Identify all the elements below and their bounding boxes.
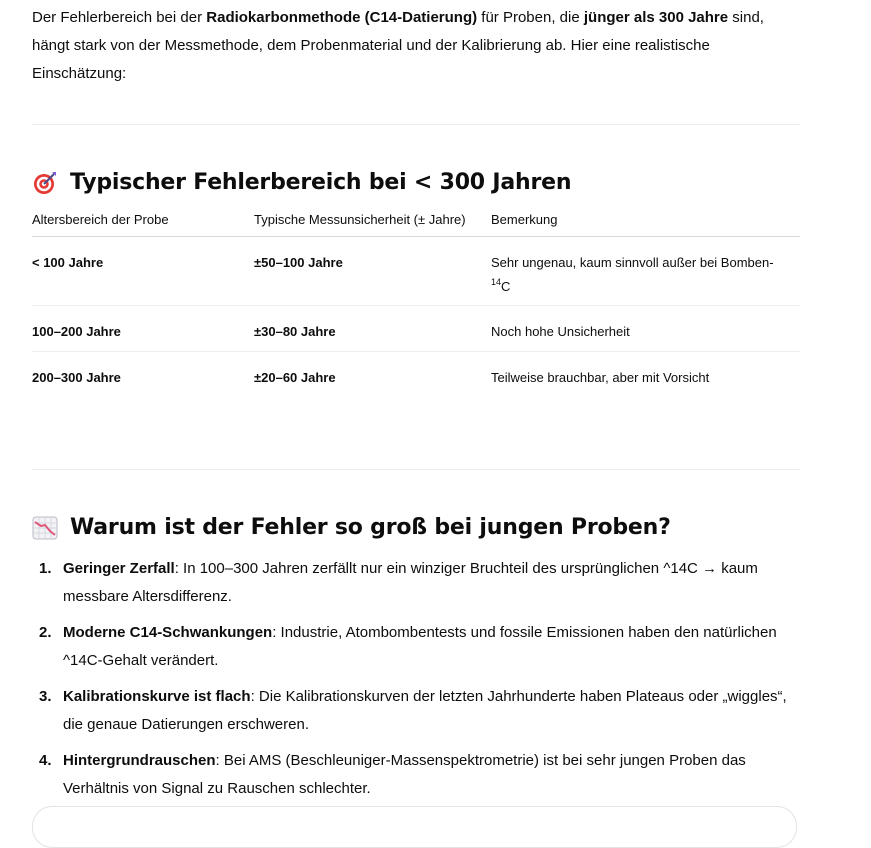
column-header: Altersbereich der Probe — [32, 212, 254, 237]
divider — [32, 124, 800, 125]
table-row: 100–200 Jahre ±30–80 Jahre Noch hohe Unsicherheit — [32, 306, 800, 352]
intro-bold-age: jünger als 300 Jahre — [583, 9, 729, 26]
divider — [32, 469, 800, 470]
note-cell: Sehr ungenau, kaum sinnvoll außer bei Bomben-$^{14}$C — [491, 237, 800, 306]
list-item: 4. Hintergrundrauschen: Bei AMS (Beschleuniger-Massenspektrometrie) ist bei sehr jungen Proben das Verhältnis von Signal zu Rauschen schlechter. — [39, 752, 746, 797]
reasons-list — [32, 555, 800, 811]
column-header: Bemerkung — [491, 212, 800, 237]
message-composer[interactable] — [32, 806, 797, 848]
list-item: 3. Kalibrationskurve ist flach: Die Kalibrationskurven der letzten Jahrhunderte haben Plateaus oder „wiggles“, die genaue Datierungen erschweren. — [39, 688, 787, 733]
list-item: 2. Moderne C14-Schwankungen: Industrie, Atombombentests und fossile Emissionen haben den natürlichen ^14C-Gehalt verändert. — [39, 624, 777, 669]
section-heading-why: Warum ist der Fehler so groß bei jungen Proben? — [32, 513, 671, 543]
target-icon — [32, 170, 58, 196]
table-row: 200–300 Jahre ±20–60 Jahre Teilweise brauchbar, aber mit Vorsicht — [32, 370, 710, 385]
table-row: < 100 Jahre ±50–100 Jahre Sehr ungenau, kaum sinnvoll außer bei Bomben-$^{14}$C — [32, 237, 800, 306]
intro-bold-method: Radiokarbonmethode (C14-Datierung) — [206, 9, 478, 26]
chart-decreasing-icon — [32, 515, 58, 541]
section-heading-error-range: Typischer Fehlerbereich bei < 300 Jahren — [32, 168, 571, 198]
intro-paragraph: Der Fehlerbereich bei der Radiokarbonmethode (C14-Datierung) für Proben, die jünger als 300 Jahre sind, hängt stark von der Messmethode, dem Probenmaterial und der Kalibrierung ab. Hier eine realistische Einschätzung: — [32, 9, 764, 82]
list-item: 1. Geringer Zerfall: In 100–300 Jahren zerfällt nur ein winziger Bruchteil des ursprünglichen ^14C → kaum messbare Altersdifferenz. — [39, 560, 758, 605]
error-range-table — [32, 212, 800, 397]
column-header: Typische Messunsicherheit (± Jahre) — [254, 212, 491, 237]
chat-message — [32, 0, 800, 797]
